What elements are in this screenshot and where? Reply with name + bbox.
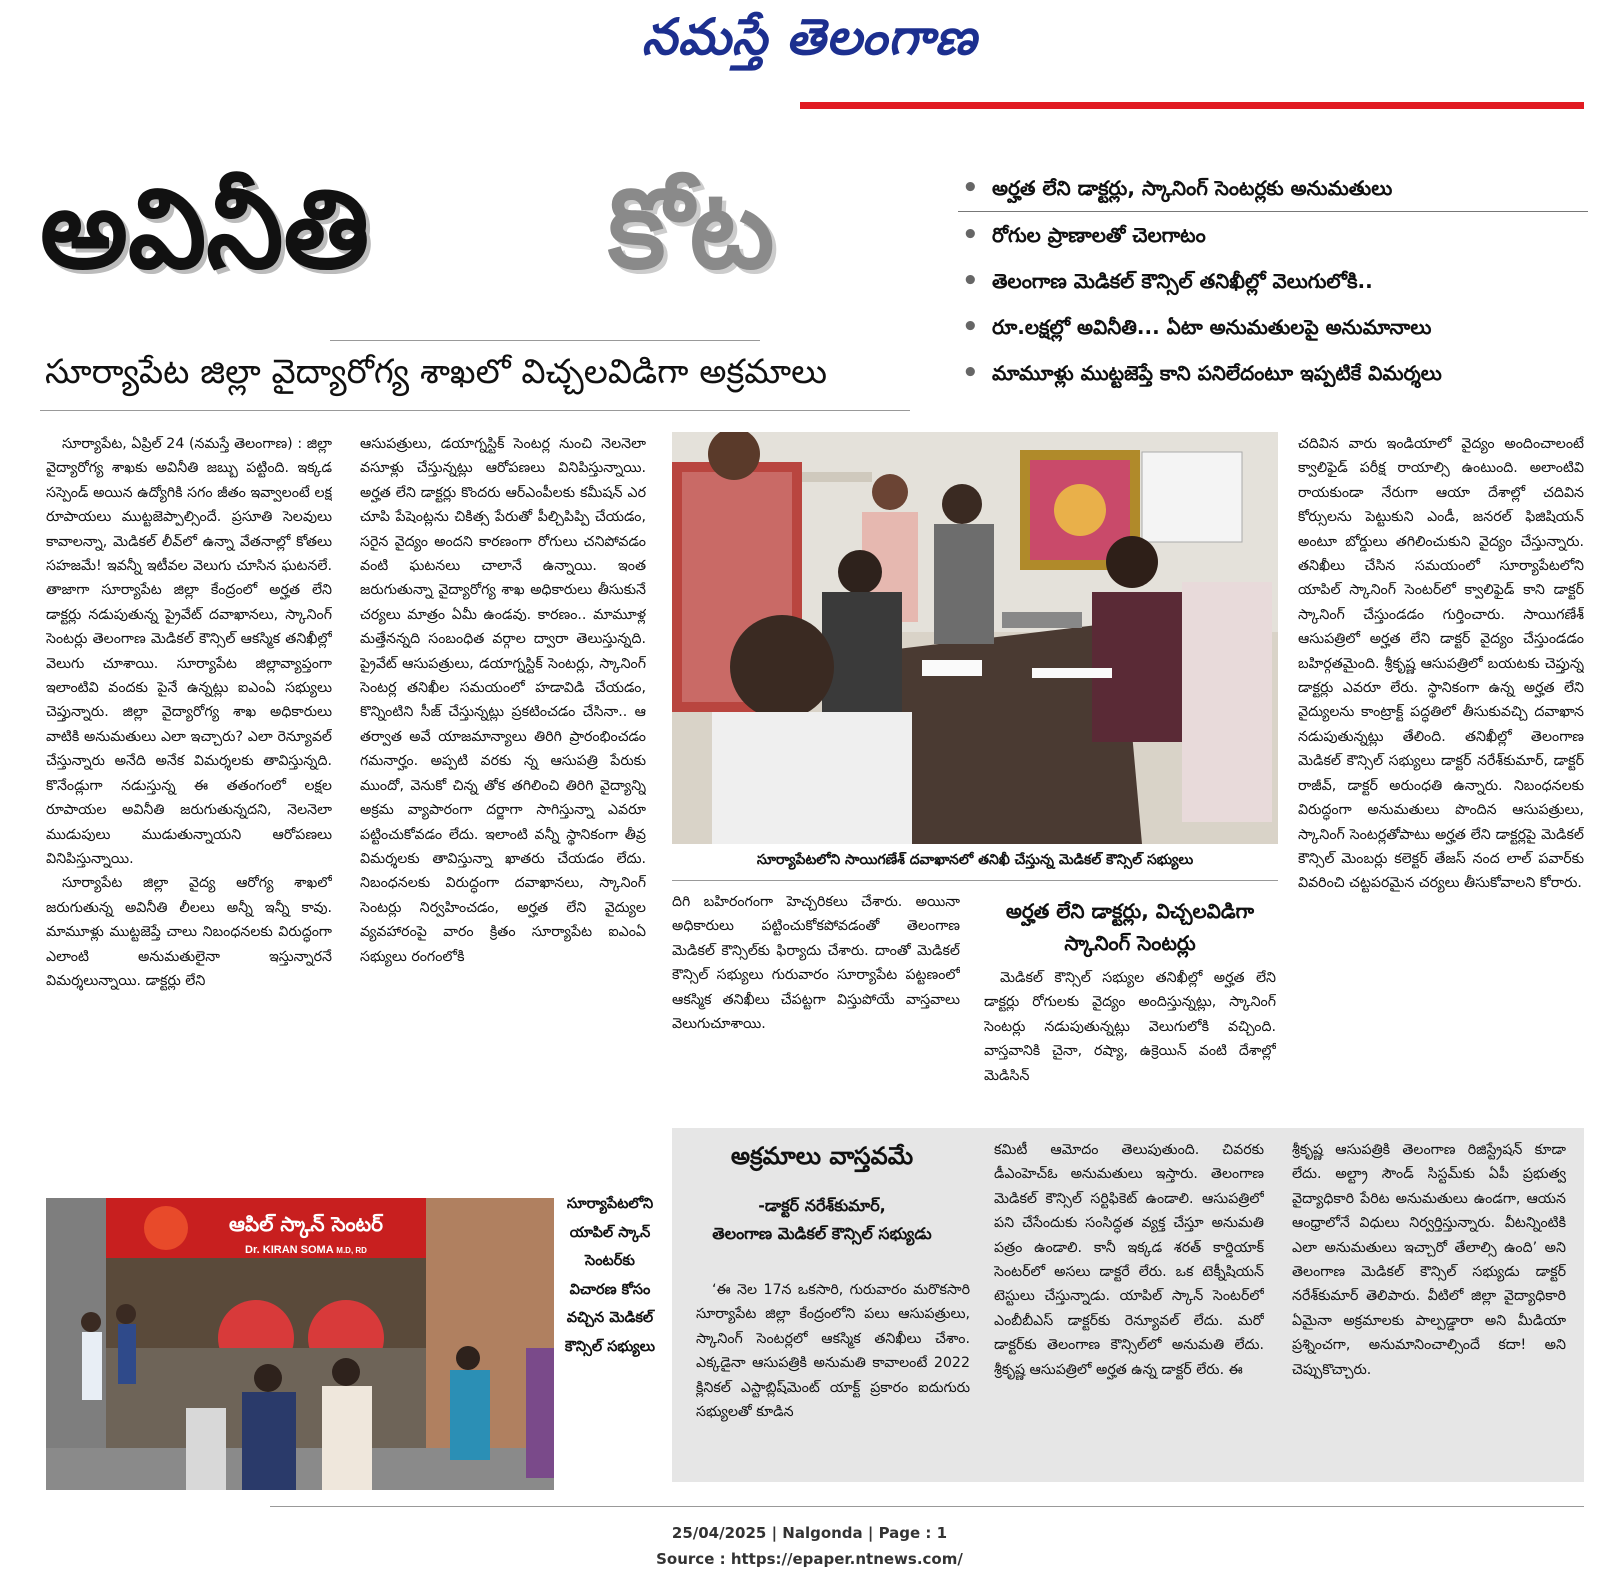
interview-box <box>672 1128 1584 1482</box>
box-attribution-role: తెలంగాణ మెడికల్ కౌన్సిల్ సభ్యుడు <box>712 1224 932 1243</box>
inspection-photo <box>672 432 1278 844</box>
apple-scan-centre-image <box>46 1198 554 1490</box>
headline-part-1: అవినీతి <box>40 165 370 293</box>
subheadline: సూర్యాపేట జిల్లా వైద్యారోగ్య శాఖలో విచ్చలవిడిగా అక్రమాలు <box>45 352 827 392</box>
sign-doctor-name: Dr. KIRAN SOMA <box>245 1244 334 1256</box>
box-paragraph: శ్రీకృష్ణ ఆసుపత్రికి తెలంగాణ రిజిస్ట్రేషన్ కూడా లేదు. అల్ట్రా సౌండ్ సిస్టమ్‌కు ఏపీ ప్రభుత్వ వైద్యాధికారి పేరిట అనుమతులు ఉండగా, ఆయన ఆంధ్రాలోనే విధులు నిర్వర్తిస్తున్నారు. వీటన్నింటికి ఎలా అనుమతులు ఇచ్చారో తేలాల్సి ఉంది’ అని తెలంగాణ మెడికల్ కౌన్సిల్ సభ్యుడు డాక్టర్ నరేశ్‌కుమార్ తెలిపారు. వీటిలో జిల్లా వైద్యాధికారి ఏమైనా అక్రమాలకు పాల్పడ్డారా అని మీడియా ప్రశ్నించగా, అనుమానించాల్సిందే కదా! అని చెప్పుకొచ్చారు. <box>1292 1142 1566 1378</box>
article-paragraph: చదివిన వారు ఇండియాలో వైద్యం అందించాలంటే క్వాలిఫైడ్ పరీక్ష రాయాల్సి ఉంటుంది. అలాంటివి రాయకుండా నేరుగా ఆయా దేశాల్లో చదివిన కోర్సులను పెట్టుకుని ఎండీ, జనరల్ ఫిజిషియన్ అంటూ బోర్డులు తగిలించుకుని వైద్యం చేస్తున్నారు. తనిఖీలు చేసిన సమయంలో సూర్యాపేటలోని యాపిల్ స్కానింగ్ సెంటర్‌లో క్వాలిఫైడ్ కాని డాక్టర్ స్కానింగ్ చేస్తుండడం గుర్తించారు. సాయిగణేశ్ ఆసుపత్రిలో అర్హత లేని డాక్టర్ వైద్యం చేస్తుండడం బహిర్గతమైంది. శ్రీకృష్ణ ఆసుపత్రిలో బయటకు చెప్తున్న డాక్టర్లు ఎవరూ లేరు. స్థానికంగా ఉన్న అర్హత లేని వైద్యులను కాంట్రాక్ట్ పద్ధతిలో తీసుకువచ్చి దవాఖాన నడుపుతున్నట్లు తేలింది. తనిఖీల్లో తెలంగాణ మెడికల్ కౌన్సిల్ సభ్యులు డాక్టర్ నరేశ్‌కుమార్, డాక్టర్ రాజీవ్, డాక్టర్ అరుంధతి ఉన్నారు. నిబంధనలకు విరుద్ధంగా అనుమతులు పొందిన ఆసుపత్రులు, స్కానింగ్ సెంటర్లతోపాటు అర్హత లేని డాక్టర్లపై మెడికల్ కౌన్సిల్ మెంబర్లు కలెక్టర్ తేజస్ నంద లాల్ పవార్‌కు వివరించి చట్టపరమైన చర్యలు తీసుకోవాలని కోరారు. <box>1298 436 1584 892</box>
subheadline-underline <box>40 410 910 411</box>
bullet-item: • రోగుల ప్రాణాలతో చెలగాటం <box>958 212 1588 258</box>
box-paragraph: ‘ఈ నెల 17న ఒకసారి, గురువారం మరొకసారి సూర్యాపేట జిల్లా కేంద్రంలోని పలు ఆసుపత్రులు, స్కానింగ్ సెంటర్లలో ఆకస్మిక తనిఖీలు చేశాం. ఎక్కడైనా ఆసుపత్రికి అనుమతి కావాలంటే 2022 క్లినికల్ ఎస్టాబ్లిష్‌మెంట్ యాక్ట్ ప్రకారం ఐదుగురు సభ్యులతో కూడిన <box>696 1282 970 1421</box>
footer-rule <box>270 1506 1584 1507</box>
footer-dateline: 25/04/2025 | Nalgonda | Page : 1 <box>671 1524 948 1542</box>
bullet-item: • మామూళ్లు ముట్టజెప్తే కాని పనిలేదంటూ ఇప్పటికే విమర్శలు <box>958 350 1588 396</box>
bullet-item: • అర్హత లేని డాక్టర్లు, స్కానింగ్ సెంటర్లకు అనుమతులు <box>958 165 1588 212</box>
box-heading: అక్రమాలు వాస్తవమే <box>730 1142 914 1170</box>
caption-rule <box>672 880 1278 881</box>
masthead-logo: నమస్తే తెలంగాణ <box>641 8 978 66</box>
apple-scan-centre-photo <box>46 1198 554 1490</box>
box-attribution-name: -డాక్టర్ నరేశ్‌కుమార్, <box>758 1196 886 1215</box>
headline-divider <box>330 340 760 341</box>
box-paragraph: కమిటీ ఆమోదం తెలుపుతుంది. చివరకు డీఎంహెచ్‌ఓ అనుమతులు ఇస్తారు. తెలంగాణ మెడికల్ కౌన్సిల్ సర్టిఫికెట్ ఉండాలి. ఆసుపత్రిలో పని చేసేందుకు సంసిద్ధత వ్యక్త చేస్తూ అనుమతి పత్రం ఉండాలి. కానీ ఇక్కడ శరత్ కార్డియాక్ సెంటర్‌లో అసలు డాక్టరే లేరు. ఒక టెక్నీషియన్ టెస్టులు చేస్తున్నాడు. యాపిల్ స్కాన్ సెంటర్‌లో ఎంబీబీఎస్ డాక్టర్‌కు రెన్యూవల్ లేదు. మరో డాక్టర్‌కు తెలంగాణ కౌన్సిల్‌లో అనుమతి లేదు. శ్రీకృష్ణ ఆసుపత్రిలో అర్హత ఉన్న డాక్టర్ లేరు. ఈ <box>994 1142 1264 1378</box>
article-paragraph: సూర్యాపేట, ఏప్రిల్ 24 (నమస్తే తెలంగాణ) : జిల్లా వైద్యారోగ్య శాఖకు అవినీతి జబ్బు పట్టింది. ఇక్కడ సస్పెండ్ అయిన ఉద్యోగికి సగం జీతం ఇవ్వాలంటే లక్ష రూపాయలు ముట్టజెప్పాల్సిందే. ప్రసూతి సెలవులు కావాలన్నా, మెడికల్ లీవ్‌లో ఉన్నా వేతనాల్లో కోతలు సహజమే! ఇవన్నీ ఇటీవల వెలుగు చూసిన ఘటనలే. తాజాగా సూర్యాపేట జిల్లా కేంద్రంలో అర్హత లేని డాక్టర్లు నడుపుతున్న ప్రైవేట్ దవాఖానలు, స్కానింగ్ సెంటర్లు తెలంగాణ మెడికల్ కౌన్సిల్ ఆకస్మిక తనిఖీల్లో వెలుగు చూశాయి. సూర్యాపేట జిల్లావ్యాప్తంగా ఇలాంటివి వందకు పైనే ఉన్నట్లు ఐఎంఏ సభ్యులు చెప్తున్నారు. జిల్లా వైద్యారోగ్య శాఖ అధికారులు వాటికి అనుమతులు ఎలా ఇచ్చారు? ఎలా రెన్యూవల్ చేస్తున్నారు అనేది అనేక విమర్శలకు తావిస్తున్నది. కొనేండ్లుగా నడుస్తున్న ఈ తతంగంలో లక్షల రూపాయల అవినీతి జరుగుతున్నదని, నెలనెలా ముడుపులు ముడుతున్నాయని ఆరోపణలు వినిపిస్తున్నాయి. <box>46 436 332 867</box>
article-paragraph: సూర్యాపేట జిల్లా వైద్య ఆరోగ్య శాఖలో జరుగుతున్న అవినీతి లీలలు అన్నీ ఇన్నీ కావు. మామూళ్లు ముట్టజెప్తే చాలు నిబంధనలకు విరుద్ధంగా ఎలాంటి అనుమతులైనా ఇస్తున్నారనే విమర్శలున్నాయి. డాక్టర్లు లేని <box>46 875 332 989</box>
section-subheading: అర్హత లేని డాక్టర్లు, విచ్చలవిడిగా స్కానింగ్ సెంటర్లు <box>1005 899 1255 955</box>
sign-doctor-degree: M.D, RD <box>336 1246 367 1255</box>
article-column-5 <box>1298 432 1584 1100</box>
article-paragraph: ఆసుపత్రులు, డయాగ్నస్టిక్ సెంటర్ల నుంచి నెలనెలా వసూళ్లు చేస్తున్నట్లు ఆరోపణలు వినిపిస్తున్నాయి. అర్హత లేని డాక్టర్లు కొందరు ఆర్‌ఎంపీలకు కమీషన్ ఎర చూపి పేషెంట్లను చికిత్స పేరుతో పీల్చిపిప్పి చేయడం, సరైన వైద్యం అందని కారణంగా రోగులు చనిపోవడం వంటి ఘటనలు చాలానే ఉన్నాయి. ఇంత జరుగుతున్నా వైద్యారోగ్య శాఖ అధికారులు తీసుకునే చర్యలు మాత్రం ఏమీ ఉండవు. కారణం.. మామూళ్ల మత్తేనన్నది సంబంధిత వర్గాల ద్వారా తెలుస్తున్నది. ప్రైవేట్ ఆసుపత్రులు, డయాగ్నస్టిక్ సెంటర్లు, స్కానింగ్ సెంటర్ల తనిఖీల సమయంలో హడావిడి చేయడం, కొన్నింటిని సీజ్ చేస్తున్నట్లు ప్రకటించడం చేసినా.. ఆ తర్వాత అవే యాజమాన్యాలు తిరిగి ప్రారంభించడం గమనార్హం. అప్పటి వరకు న్న ఆసుపత్రి పేరుకు ముందో, వెనుకో చిన్న తోక తగిలించి తిరిగి వైద్యాన్ని అక్రమ వ్యాపారంగా దర్జాగా సాగిస్తున్నా ఎవరూ పట్టించుకోవడం లేదు. ఇలాంటి వన్నీ స్థానికంగా తీవ్ర విమర్శలకు తావిస్తున్నా ఖాతరు చేయడం లేదు. నిబంధనలకు విరుద్ధంగా దవాఖానలు, స్కానింగ్ సెంటర్లు నిర్వహించడం, అర్హత లేని వైద్యుల వ్యవహారంపై వారం క్రితం సూర్యాపేట ఐఎంఏ సభ్యులు రంగంలోకి <box>360 436 646 965</box>
inspection-photo-image <box>672 432 1278 844</box>
apple-scan-photo-caption: సూర్యాపేటలోని యాపిల్ స్కాన్ సెంటర్‌కు విచారణ కోసం వచ్చిన మెడికల్ కౌన్సిల్ సభ్యులు <box>564 1196 656 1355</box>
article-column-3 <box>672 890 960 1100</box>
headline-part-2: కోట <box>608 165 775 293</box>
inspection-photo-caption: సూర్యాపేటలోని సాయిగణేశ్ దవాఖానలో తనిఖీ చేస్తున్న మెడికల్ కౌన్సిల్ సభ్యులు <box>756 852 1194 868</box>
article-column-4 <box>984 966 1276 1100</box>
highlight-bullets <box>958 165 1588 396</box>
box-column-2 <box>994 1138 1264 1478</box>
article-paragraph: దిగి బహిరంగంగా హెచ్చరికలు చేశారు. అయినా అధికారులు పట్టించుకోకపోవడంతో తెలంగాణ మెడికల్ కౌన్సిల్‌కు ఫిర్యాదు చేశారు. దాంతో మెడికల్ కౌన్సిల్ సభ్యులు గురువారం సూర్యాపేట పట్టణంలో ఆకస్మిక తనిఖీలు చేపట్టగా విస్తుపోయే వాస్తవాలు వెలుగుచూశాయి. <box>672 894 960 1033</box>
article-paragraph: మెడికల్ కౌన్సిల్ సభ్యుల తనిఖీల్లో అర్హత లేని డాక్టర్లు రోగులకు వైద్యం అందిస్తున్నట్లు, స్కానింగ్ సెంటర్లు నడుపుతున్నట్లు వెలుగులోకి వచ్చింది. వాస్తవానికి చైనా, రష్యా, ఉక్రెయిన్ వంటి దేశాల్లో మెడిసిన్ <box>984 970 1276 1084</box>
footer-source: Source : https://epaper.ntnews.com/ <box>656 1550 963 1568</box>
bullet-item: • తెలంగాణ మెడికల్ కౌన్సిల్ తనిఖీల్లో వెలుగులోకి.. <box>958 258 1588 304</box>
scan-centre-sign: ఆపిల్ స్కాన్ సెంటర్ <box>229 1212 383 1236</box>
article-column-2 <box>360 432 646 1177</box>
box-column-1 <box>696 1278 970 1476</box>
box-column-3 <box>1292 1138 1566 1478</box>
scan-centre-sign-doctor <box>196 1244 416 1256</box>
bullet-item: • రూ.లక్షల్లో అవినీతి... ఏటా అనుమతులపై అనుమానాలు <box>958 304 1588 350</box>
article-column-1 <box>46 432 332 1177</box>
masthead-red-rule <box>800 102 1584 109</box>
